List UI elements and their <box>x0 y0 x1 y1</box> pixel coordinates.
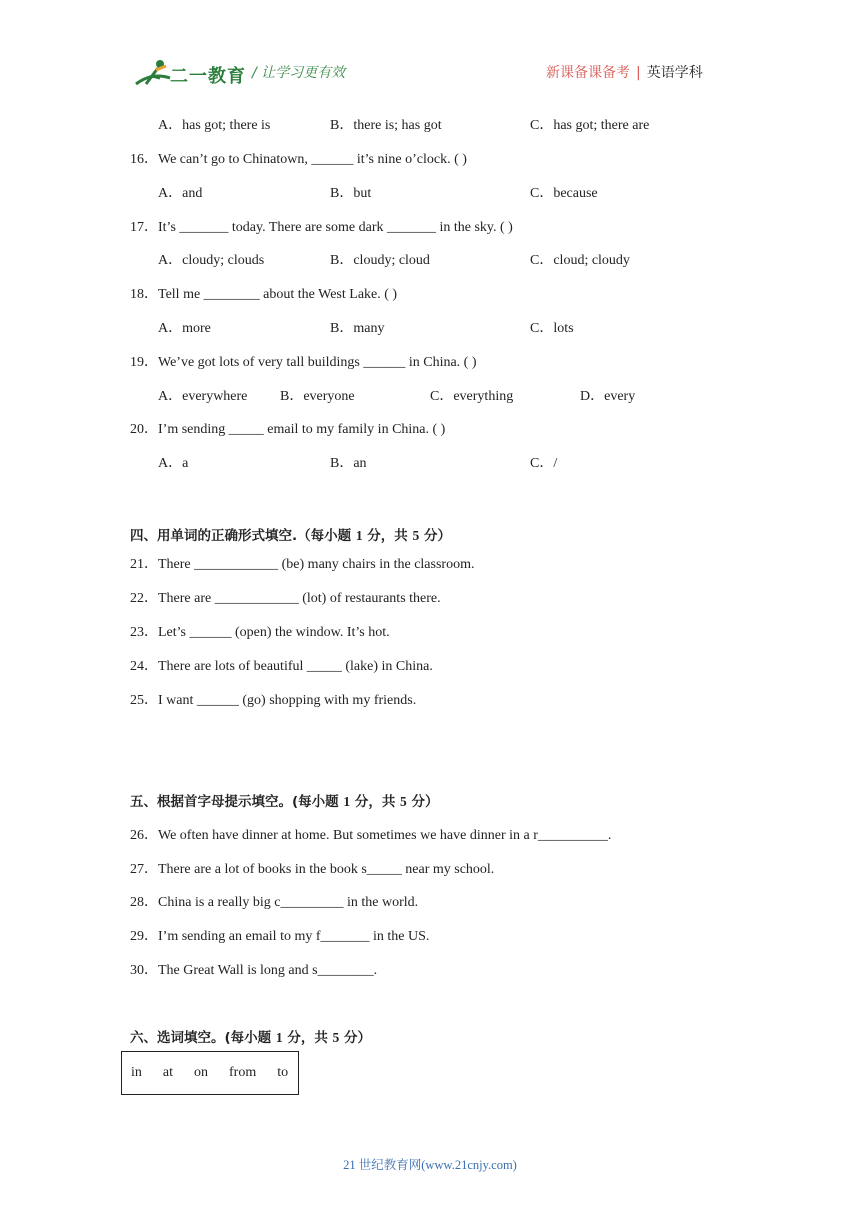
question-29: 29．I’m sending an email to my f_______ in the US. <box>130 929 430 944</box>
header-separator: | <box>636 65 641 81</box>
footer-source[interactable]: 21 世纪教育网(www.21cnjy.com) <box>343 1158 517 1172</box>
q15-option-b: B．there is; has got <box>330 118 442 133</box>
q19-option-b: B．everyone <box>280 389 355 404</box>
q18-option-c: C．lots <box>530 321 574 336</box>
question-17: 17．It’s _______ today. There are some dark _______ in the sky. ( ) <box>130 220 513 235</box>
word-on: on <box>194 1065 208 1080</box>
word-at: at <box>162 1065 173 1080</box>
course-label: 新课备课备考 <box>546 65 630 81</box>
question-23: 23．Let’s ______ (open) the window. It’s hot. <box>130 625 390 640</box>
subject-label: 英语学科 <box>646 65 703 81</box>
q19-option-a: A．everywhere <box>158 389 248 404</box>
q16-option-c: C．because <box>530 186 598 201</box>
q20-option-a: A．a <box>158 456 189 471</box>
section-4-title: 四、用单词的正确形式填空.（每小题 1 分，共 5 分） <box>130 528 451 544</box>
question-20: 20．I’m sending _____ email to my family in China. ( ) <box>130 422 446 437</box>
q18-option-a: A．more <box>158 321 211 336</box>
q15-option-a: A．has got; there is <box>158 118 271 133</box>
q17-option-b: B．cloudy; cloud <box>330 253 430 268</box>
word-in: in <box>131 1065 142 1080</box>
q16-option-a: A．and <box>158 186 203 201</box>
question-21: 21．There ____________ (be) many chairs in the classroom. <box>130 557 475 572</box>
question-18: 18．Tell me ________ about the West Lake. ( ) <box>130 287 398 302</box>
q19-option-c: C．everything <box>430 389 514 404</box>
section-6-title: 六、选词填空。(每小题 1 分，共 5 分） <box>130 1030 371 1046</box>
question-24: 24．There are lots of beautiful _____ (lake) in China. <box>130 659 433 674</box>
question-22: 22．There are ____________ (lot) of restaurants there. <box>130 591 441 606</box>
q16-option-b: B．but <box>330 186 372 201</box>
slogan: / 让学习更有效 <box>252 65 346 81</box>
q17-option-a: A．cloudy; clouds <box>158 253 265 268</box>
header-right <box>546 62 703 82</box>
section-5-title: 五、根据首字母提示填空。(每小题 1 分，共 5 分） <box>130 794 439 810</box>
q15-option-c: C．has got; there are <box>530 118 650 133</box>
question-30: 30．The Great Wall is long and s________. <box>130 963 378 978</box>
question-19: 19．We’ve got lots of very tall buildings ______ in China. ( ) <box>130 355 477 370</box>
question-27: 27．There are a lot of books in the book s_____ near my school. <box>130 862 495 877</box>
q20-option-c: C．/ <box>530 456 558 471</box>
q20-option-b: B．an <box>330 456 367 471</box>
word-box <box>121 1051 299 1095</box>
logo-text: 二一教育 <box>170 66 246 87</box>
question-16: 16．We can’t go to Chinatown, ______ it’s nine o’clock. ( ) <box>130 152 467 167</box>
q19-option-d: D．every <box>580 389 636 404</box>
word-from: from <box>229 1065 257 1080</box>
q18-option-b: B．many <box>330 321 385 336</box>
question-28: 28．China is a really big c_________ in the world. <box>130 895 419 910</box>
question-26: 26．We often have dinner at home. But sometimes we have dinner in a r__________. <box>130 828 612 843</box>
word-to: to <box>277 1065 289 1080</box>
question-25: 25．I want ______ (go) shopping with my friends. <box>130 693 417 708</box>
q17-option-c: C．cloud; cloudy <box>530 253 630 268</box>
